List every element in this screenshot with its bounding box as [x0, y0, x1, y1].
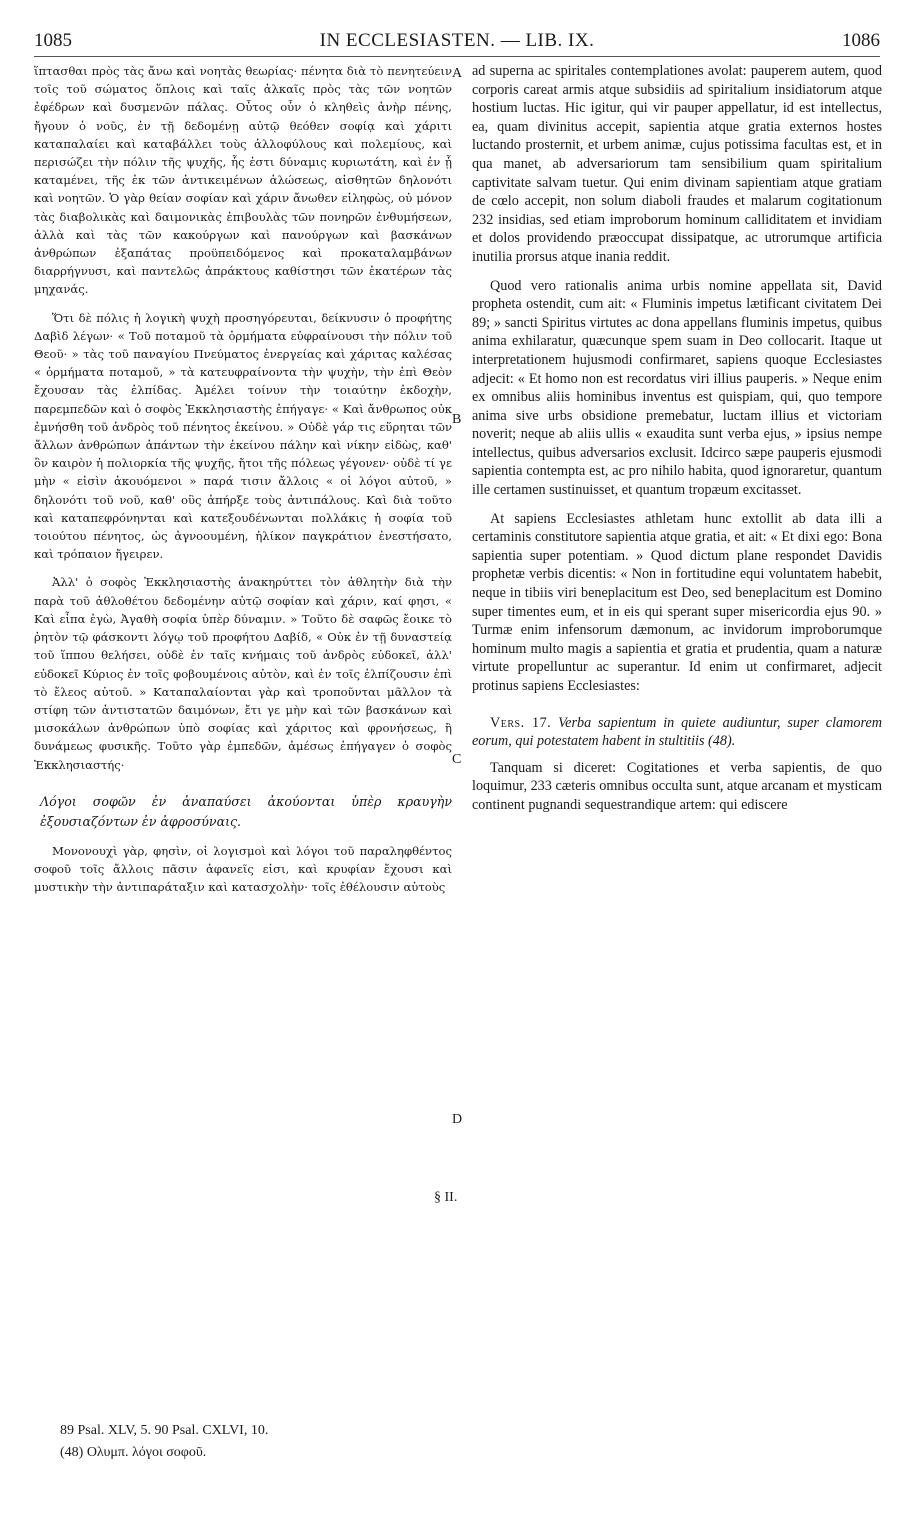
footnote-psalms: 89 Psal. XLV, 5. 90 Psal. CXLVI, 10. [60, 1423, 269, 1438]
running-title: IN ECCLESIASTEN. — LIB. IX. [319, 30, 595, 51]
footnote-48: (48) Ολυμπ. λόγοι σοφοῦ. [60, 1445, 207, 1460]
greek-lemma: Λόγοι σοφῶν ἐν ἀναπαύσει ἀκούονται ὑπὲρ κραυγὴν ἐξουσιαζόντων ἐν ἀφροσύναις. [40, 793, 452, 829]
greek-paragraph-3: Ἀλλ' ὁ σοφὸς Ἐκκλησιαστὴς ἀνακηρύττει τὸν ἀθλητὴν διὰ τὴν παρὰ τοῦ ἀθλοθέτου δεδομένην αὐτῷ σοφίαν καὶ χάριν, καί φησι, « Καὶ εἶπα ἐγὼ, Ἀγαθὴ σοφία ὑπὲρ δύναμιν. » Τοῦτο δὲ σαφῶς ἔοικε τὸ ῥητὸν τῷ φάσκοντι λόγῳ τοῦ προφήτου Δαβίδ, « Οὐκ ἐν τῇ δυναστείᾳ τοῦ ἵππου θελήσει, οὐδὲ ἐν ταῖς κνήμαις τοῦ ἀνδρὸς εὐδοκεῖ, ἀλλ' εὐδοκεῖ Κύριος ἐν τοῖς φοβουμένοις αὐτὸν, καὶ ἐν τοῖς ἐλπίζουσιν ἐπὶ τὸ ἔλεος αὐτοῦ. » Καταπαλαίονται γὰρ καὶ τροποῦνται μᾶλλον τὰ στίφη τῶν ἀντιστατῶν δαιμόνων, ἔτι γε μὴν καὶ τῶν βασκάνων καὶ μισοκάλων ἀνθρώπων ὑπὸ σοφίας καὶ χάριτος καὶ φρονήσεως, ἢ δυνάμεως φυσικῆς. Τοῦτο γὰρ ἐμπεδῶν, ἀμέσως ἐπήγαγεν ὁ σοφὸς Ἐκκλησιαστής· [34, 575, 452, 772]
latin-column [472, 62, 882, 825]
greek-paragraph-1: ἵπτασθαι πρὸς τὰς ἄνω καὶ νοητὰς θεωρίας· πένητα διὰ τὸ πενητεύειν τοῖς τοῦ σώματος ὅπλοις καὶ ταῖς ἀλκαῖς πρὸς τὰς τῶν νοητῶν ἐφέδρων καὶ δυσμενῶν πάλας. Οὗτος οὖν ὁ κληθεὶς ἀνὴρ πένης, ἤγουν ὁ νοῦς, ἐν τῇ δεδομένῃ αὐτῷ θεόθεν σοφίᾳ καὶ χάριτι καταπαλαίει καὶ καταβάλλει τοὺς ἀλλοφύλους καὶ πολεμίους, καὶ περισώζει τὴν πόλιν τῆς ψυχῆς, ἧς ἐστι δύναμις κυριωτάτη, καὶ ἐν ᾗ καταμένει, τῆς ἐκ τῶν ἀντικειμένων ἁλώσεως, αἰσθητῶν δηλονότι καὶ νοητῶν. Ὁ γὰρ θείαν σοφίαν καὶ χάριν ἄνωθεν εἰληφὼς, οὐ μόνον τὰς διαβολικὰς καὶ δαιμονικὰς ἐπιβουλὰς τῶν πονηρῶν ἐνθυμήσεων, ἀλλὰ καὶ τὰς τῶν κακούργων καὶ πανούργων καὶ βασκάνων ἀνθρώπων ἐξαπάτας προϋπειδόμενος καὶ προκαταλαμβάνων διαρρήγνυσι, καὶ παντελῶς ἀπράκτους καθίστησι τῶν ἑκατέρων τὰς μηχανάς. [34, 64, 452, 297]
margin-letter-b: B [452, 412, 462, 427]
margin-letter-c: C [452, 752, 462, 767]
page-number-left: 1085 [34, 30, 72, 51]
latin-paragraph-2: Quod vero rationalis anima urbis nomine appellata sit, David propheta ostendit, cum ait: « Fluminis impetus lætificant civitatem Dei 89; » sancti Spiritus virtutes ac dona appellans fluminis impetus, quibus anima exhilaratur, quæcunque spem suam in Deo collocarit. Itaque ut interpretationem hujusmodi confirmaret, sapiens quoque Ecclesiastes adjecit: « Et homo non est recordatus viri illius pauperis. » Neque enim ex omnibus aliis hominibus inventus est quispiam, qui, quo tempore anima sive urbs obsidione premebatur, luctam illius et victoriam noverit; neque ab aliis ullis « exaudita sunt verba ejus, » ipsius nempe intellectus, quibus adversarios exclusit. Idcirco sæpe pauperis ejusmodi sapientia contempta est, ac pro nihilo habita, quod ignoraretur, quantum ille certamen sustinuisset, et quantum tropæum excitasset. [472, 277, 882, 499]
verse-label: Vers. 17. [490, 714, 552, 731]
greek-paragraph-4: Μονονουχὶ γὰρ, φησὶν, οἱ λογισμοὶ καὶ λόγοι τοῦ παραληφθέντος σοφοῦ τοῖς ἄλλοις πᾶσιν ἀφανεῖς εἰσι, καὶ κρυφίαν ἔχουσι καὶ μυστικὴν τὴν ἀντιπαράταξιν καὶ κατασχολὴν· τοῖς ἐθέλουσιν αὐτοὺς [34, 843, 452, 895]
running-header [34, 30, 880, 56]
latin-lemma-text: Verba sapientum in quiete audiuntur, super clamorem eorum, qui potestatem habent in stultitiis (48). [472, 714, 882, 750]
greek-column [34, 62, 452, 906]
latin-paragraph-4: Tanquam si diceret: Cogitationes et verba sapientis, de quo loquimur, 233 cæteris omnibus occulta sunt, atque arcanam et mysticam continent pugnandi sequestrandique artem: qui ediscere [472, 759, 882, 813]
latin-paragraph-1: ad superna ac spiritales contemplationes avolat: pauperem autem, quod corporis careat armis atque subsidiis ad spiritalium insidiatorum atque hostium luctas. Hic igitur, qui vir pauper appellatur, id est intellectus, ea, quam divinitus accepit, sapientia atque gratia externos hostes luctando prosternit, et urbem animæ, cujus potissima facultas est, et in qua manet, ab adversariorum tam sensibilium quam spiritalium captivitate salvam tuetur. Qui enim divinam sapientiam atque gratiam de cœlo accepit, non solum diaboli fraudes et malarum cogitationum 232 insidias, sed etiam improborum hominum calliditatem et invidiam et dolos providendo præoccupat dissipatque, ac utrorumque artificia inutilia prorsus atque inania reddit. [472, 63, 882, 265]
footnotes [60, 1420, 440, 1464]
section-mark: § II. [434, 1190, 458, 1205]
margin-letter-a: A [452, 66, 463, 81]
page-number-right: 1086 [842, 30, 880, 51]
latin-lemma [472, 714, 882, 751]
latin-paragraph-3: At sapiens Ecclesiastes athletam hunc extollit ab data illi a certaminis constitutore sapientia atque gratia, et ait: « Et dixi ego: Bona sapientia super potentiam. » Quod dictum plane respondet Davidis prophetæ verbis dicentis: « Non in fortitudine equi voluntatem habebit, neque in tibiis viri beneplacitum est Deo, sed beneplacitum est Domino super timentes eum, et in eis qui sperant super misericordia ejus 90. » Turmæ enim infensorum dæmonum, ac invidorum improborumque hominum multo magis a sapientia et gratia et prudentia, quam a naturæ virtute propelluntur ac superantur. Id enim ut confirmaret, adjecit protinus sapiens Ecclesiastes: [472, 510, 882, 694]
margin-letters [450, 62, 472, 1462]
margin-letter-d: D [452, 1112, 463, 1127]
greek-paragraph-2: Ὅτι δὲ πόλις ἡ λογικὴ ψυχὴ προσηγόρευται, δείκνυσιν ὁ προφήτης Δαβὶδ λέγων· « Τοῦ ποταμοῦ τὰ ὁρμήματα εὐφραίνουσι τὴν πόλιν τοῦ Θεοῦ· » τὰς τοῦ παναγίου Πνεύματος ἐνεργείας καὶ χάριτας καλέσας « ὁρμήματα ποταμοῦ, » τὰ κατευφραίνοντα τὴν ψυχὴν, τὴν ἐπὶ Θεὸν ἔχουσαν τὰς ἐλπίδας. Ἀμέλει τοίνυν τὴν τοιαύτην ἐκδοχὴν, παρεμπεδῶν καὶ ὁ σοφὸς Ἐκκλησιαστὴς ἐπήγαγε· « Καὶ ἄνθρωπος οὐκ ἐμνήσθη τοῦ ἀνδρὸς τοῦ πένητος ἐκείνου. » Οὐδὲ γάρ τις εὕρηται τῶν ἄλλων ἀνθρώπων ἁπάντων τὴν ἐκείνου πάλην καὶ νίκην εἰδὼς, καθ' ὃν καιρὸν ἡ πολιορκία τῆς ψυχῆς, ἤτοι τῆς πόλεως γέγονεν· οὐδὲ τί γε μὴν « εἰσὶν ἀκουόμενοι » παρά τισιν ἄλλοις « οἱ λόγοι αὐτοῦ, » δηλονότι τοῦ νοῦ, καθ' οὓς ἀπήρξε τοὺς ἀντιπάλους. Καὶ διὰ τοῦτο καὶ καταπεφρόνηνται καὶ κατεξουδένωνται πολλάκις ἡ σοφία τοῦ τοιούτου πένητος, ὡς ἀγνοουμένη, ἡλίκον παγκράτιον ἐνεστήσατο, καὶ τρόπαιον ἤγειρεν. [34, 310, 452, 562]
header-rule [34, 56, 880, 57]
